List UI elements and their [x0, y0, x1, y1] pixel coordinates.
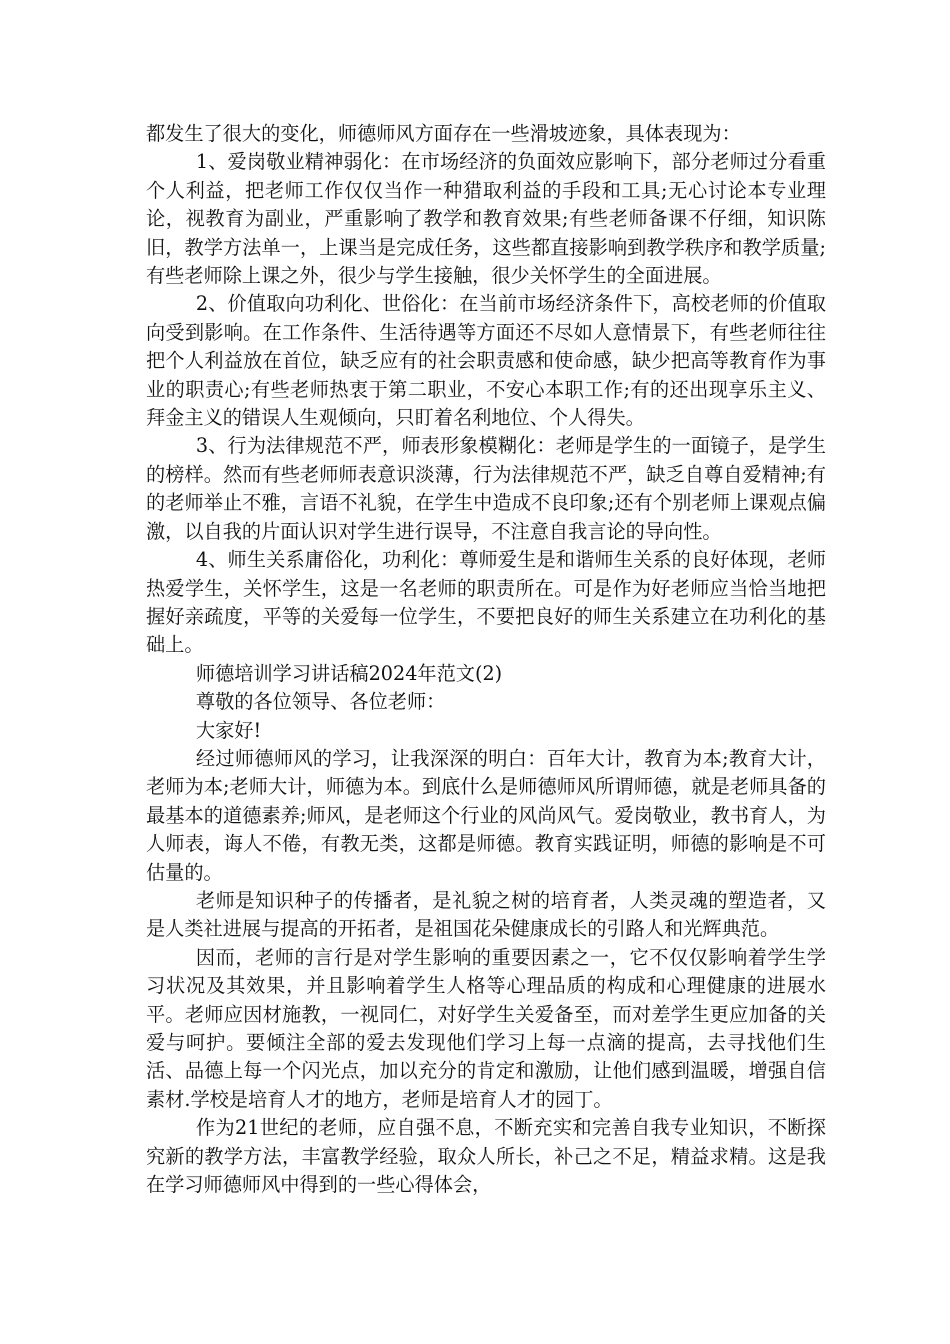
paragraph-intro: 都发生了很大的变化，师德师风方面存在一些滑坡迹象，具体表现为： [146, 122, 741, 145]
salutation: 尊敬的各位领导、各位老师： [195, 690, 446, 714]
greeting: 大家好! [195, 718, 262, 742]
document-body [146, 120, 826, 1199]
paragraph-point-4: 4、师生关系庸俗化，功利化：尊师爱生是和谐师生关系的良好体现，老师热爱学生，关怀学生，这是一名老师的职责所在。可是作为好老师应当恰当地把握好亲疏度，平等的关爱每一位学生，不要把良好的师生关系建立在功利化的基础上。 [146, 548, 826, 657]
paragraph-body-1: 经过师德师风的学习，让我深深的明白：百年大计，教育为本;教育大计，老师为本;老师大计，师德为本。到底什么是师德师风所谓师德，就是老师具备的最基本的道德素养;师风，是老师这个行业的风尚风气。爱岗敬业，教书育人，为人师表，诲人不倦，有教无类，这都是师德。教育实践证明，师德的影响是不可估量的。 [146, 746, 826, 884]
paragraph-point-3: 3、行为法律规范不严，师表形象模糊化：老师是学生的一面镜子，是学生的榜样。然而有些老师师表意识淡薄，行为法律规范不严，缺乏自尊自爱精神;有的老师举止不雅，言语不礼貌，在学生中造成不良印象;还有个别老师上课观点偏激，以自我的片面认识对学生进行误导，不注意自我言论的导向性。 [146, 434, 826, 543]
section-title: 师德培训学习讲话稿2024年范文(2) [195, 661, 503, 685]
paragraph-body-3: 因而，老师的言行是对学生影响的重要因素之一，它不仅仅影响着学生学习状况及其效果，并且影响着学生人格等心理品质的构成和心理健康的进展水平。老师应因材施教，一视同仁，对好学生关爱备至，而对差学生更应加备的关爱与呵护。要倾注全部的爱去发现他们学习上每一点滴的提高，去寻找他们生活、品德上每一个闪光点，加以充分的肯定和激励，让他们感到温暖，增强自信素材.学校是培育人才的地方，老师是培育人才的园丁。 [146, 945, 826, 1111]
paragraph-body-2: 老师是知识种子的传播者，是礼貌之树的培育者，人类灵魂的塑造者，又是人类社进展与提高的开拓者，是祖国花朵健康成长的引路人和光辉典范。 [146, 888, 826, 941]
paragraph-point-1: 1、爱岗敬业精神弱化：在市场经济的负面效应影响下，部分老师过分看重个人利益，把老师工作仅仅当作一种猎取利益的手段和工具;无心讨论本专业理论，视教育为副业，严重影响了教学和教育效果;有些老师备课不仔细，知识陈旧，教学方法单一，上课当是完成任务，这些都直接影响到教学秩序和教学质量;有些老师除上课之外，很少与学生接触，很少关怀学生的全面进展。 [146, 150, 826, 288]
paragraph-point-2: 2、价值取向功利化、世俗化：在当前市场经济条件下，高校老师的价值取向受到影响。在工作条件、生活待遇等方面还不尽如人意情景下，有些老师往往把个人利益放在首位，缺乏应有的社会职责感和使命感，缺少把高等教育作为事业的职责心;有些老师热衷于第二职业，不安心本职工作;有的还出现享乐主义、拜金主义的错误人生观倾向，只盯着名利地位、个人得失。 [146, 292, 826, 430]
paragraph-body-4: 作为21世纪的老师，应自强不息，不断充实和完善自我专业知识，不断探究新的教学方法，丰富教学经验，取众人所长，补己之不足，精益求精。这是我在学习师德师风中得到的一些心得体会， [146, 1116, 826, 1197]
